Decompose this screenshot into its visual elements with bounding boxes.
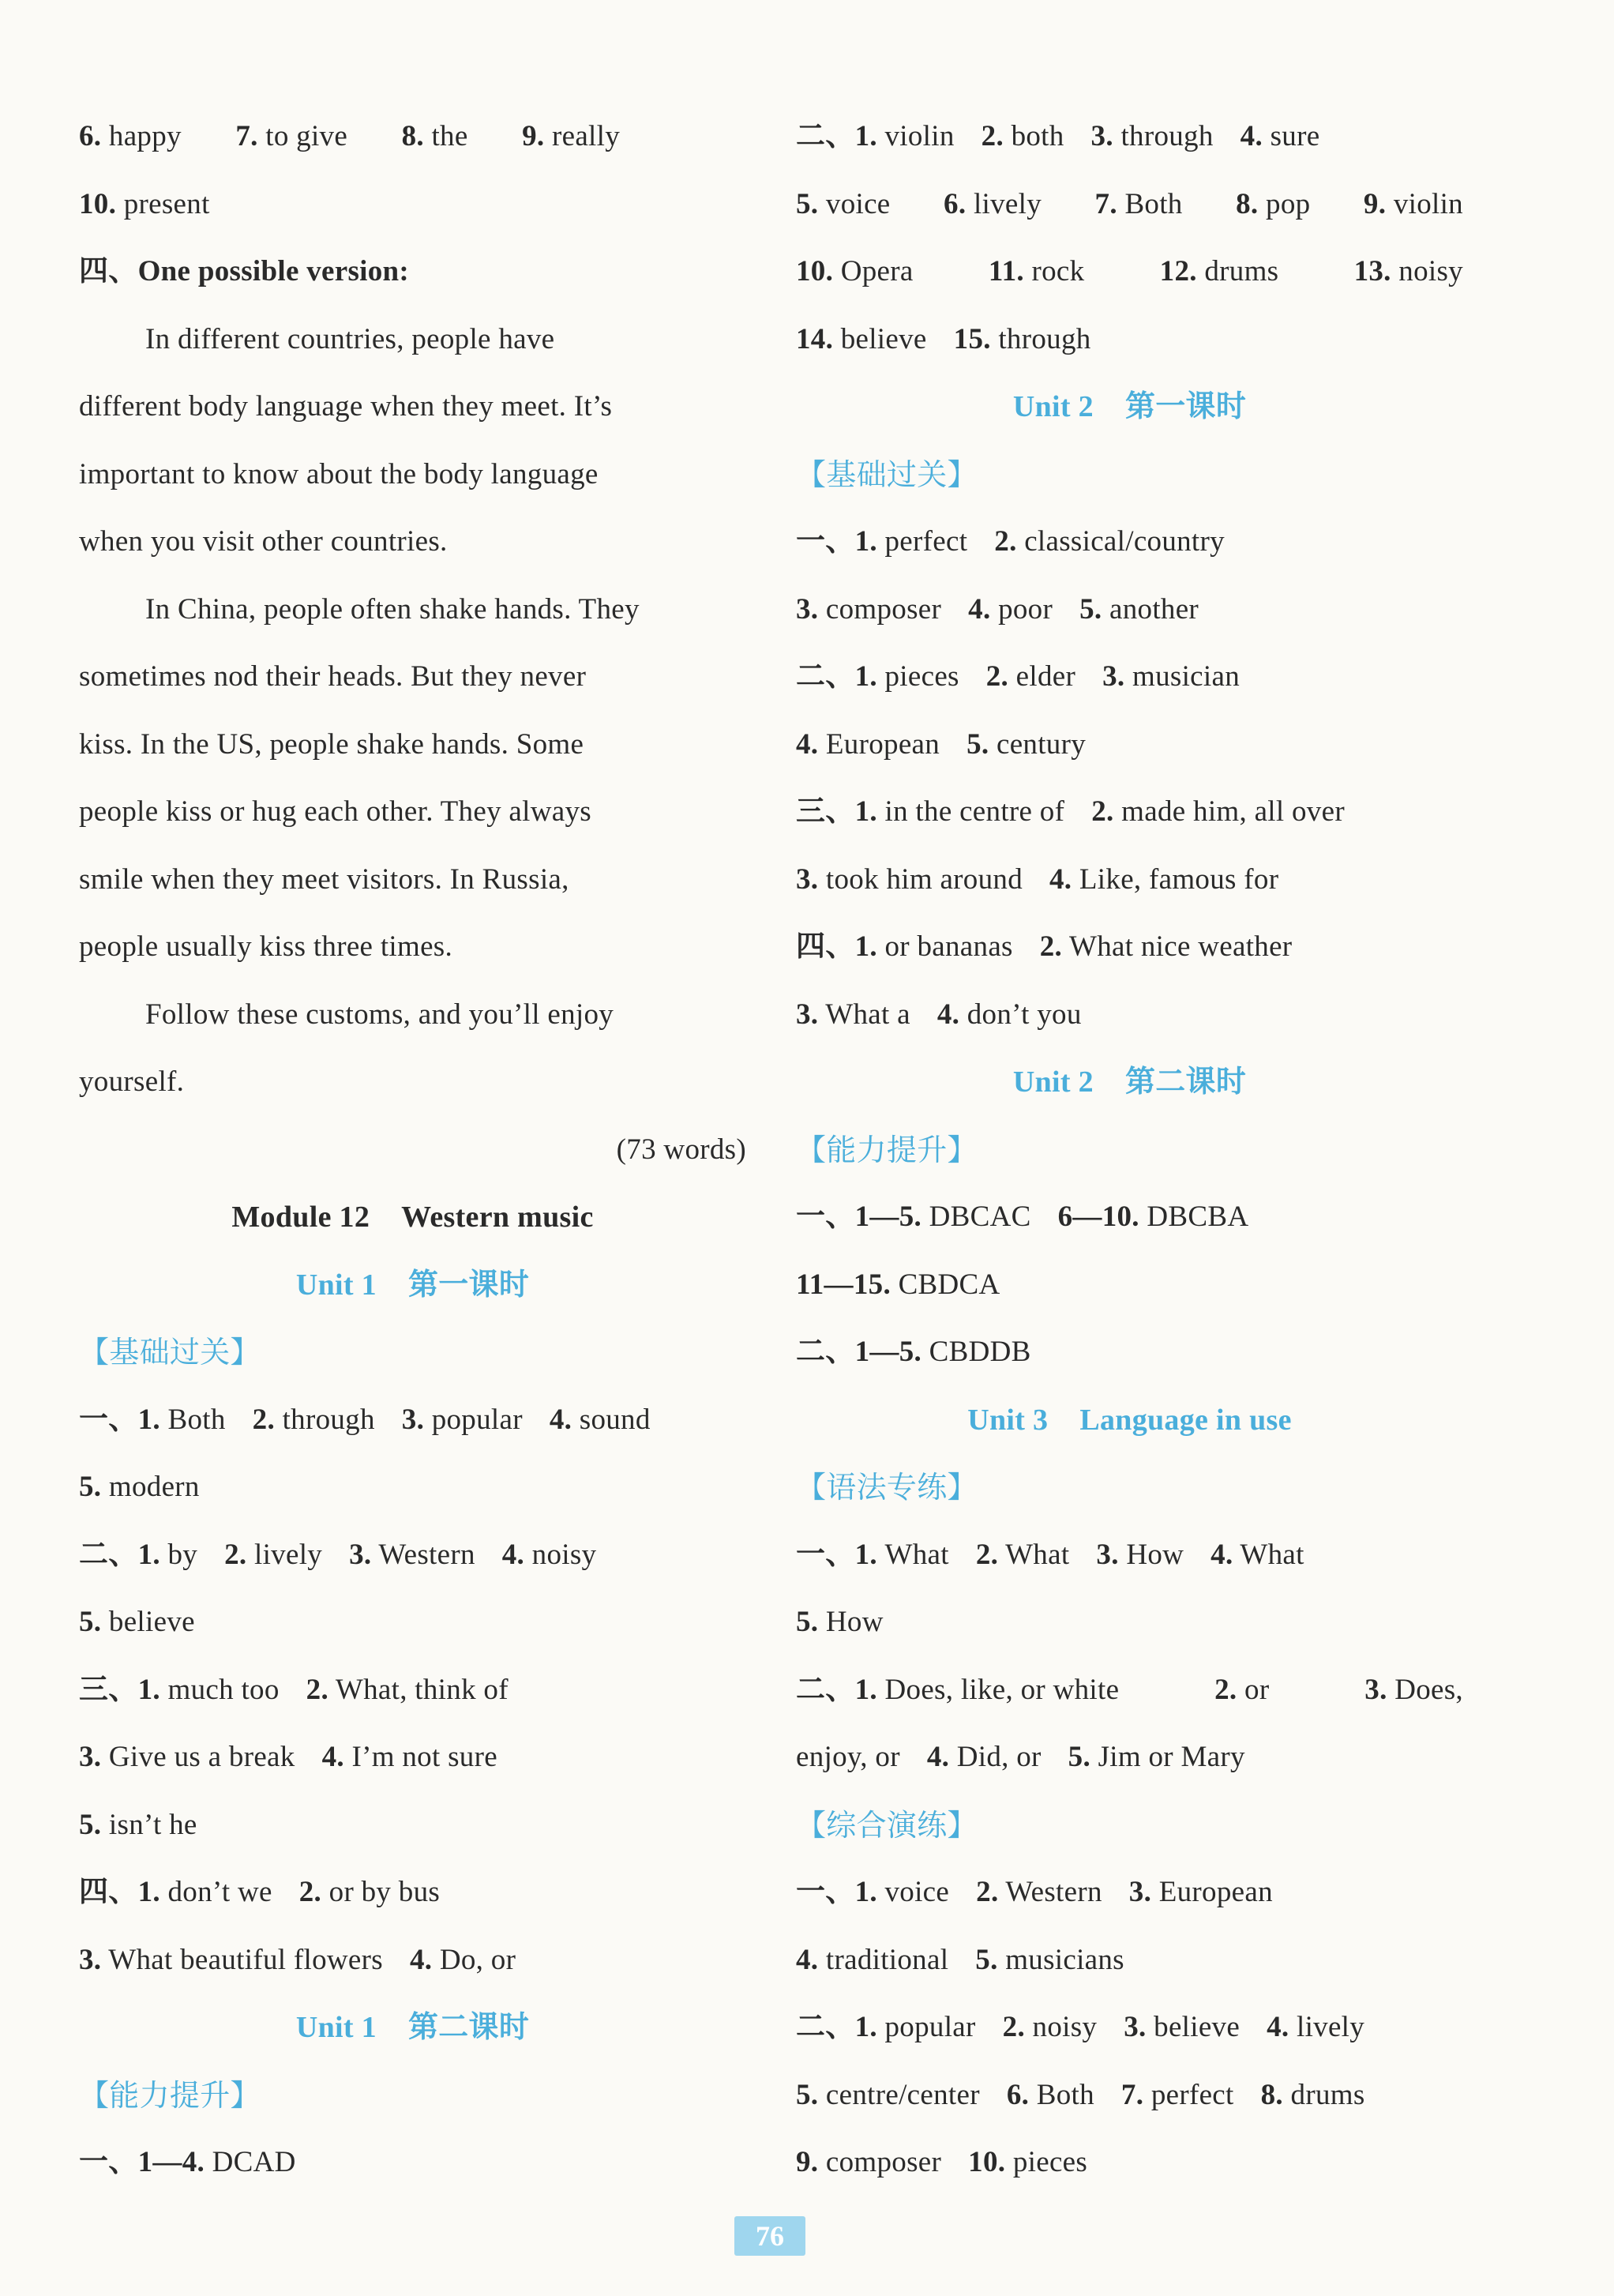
answer-line: 5. believe: [79, 1606, 195, 1638]
answer-line: 一、1. What 2. What 3. How 4. What: [796, 1538, 1304, 1571]
answer-item: 9. really: [522, 120, 620, 152]
answer-line: 4. European 5. century: [796, 727, 1087, 761]
answer-line: 一、1—4. DCAD: [79, 2146, 296, 2178]
answer-line: 11—15. CBDCA: [796, 1268, 1000, 1301]
answer-line: 四、1. don’t we 2. or by bus: [79, 1876, 441, 1908]
right-column: [796, 112, 1463, 2206]
essay-line: In China, people often shake hands. They: [145, 592, 640, 626]
unit-heading: Unit 3 Language in use: [967, 1403, 1292, 1437]
answer-line: 一、1. Both 2. through 3. popular 4. sound: [79, 1403, 651, 1436]
answer-line: 3. composer 4. poor 5. another: [796, 592, 1199, 626]
essay-line: sometimes nod their heads. But they never: [79, 660, 587, 693]
answer-line: 四、1. or bananas 2. What nice weather: [796, 930, 1293, 963]
answer-line: 4. traditional 5. musicians: [796, 1943, 1124, 1976]
answer-line: 3. took him around 4. Like, famous for: [796, 862, 1279, 896]
answer-line: 14. believe 15. through: [796, 322, 1091, 355]
answer-line: 5. How: [796, 1606, 884, 1638]
word-count: (73 words): [616, 1133, 746, 1166]
section-tag: 【能力提升】: [796, 1132, 978, 1167]
answer-line: 3. What a 4. don’t you: [796, 998, 1082, 1031]
page-number: 76: [734, 2216, 805, 2256]
answer-line: 5. modern: [79, 1471, 200, 1503]
section-tag: 【基础过关】: [79, 1335, 261, 1370]
essay-line: different body language when they meet. It’s: [79, 390, 613, 423]
unit-heading: Unit 2 第一课时: [1012, 390, 1247, 423]
answer-line: 二、1. by 2. lively 3. Western 4. noisy: [79, 1538, 597, 1571]
section-tag: 【能力提升】: [79, 2077, 261, 2113]
essay-line: important to know about the body language: [79, 457, 599, 490]
essay-line: In different countries, people have: [145, 322, 555, 355]
unit-heading: Unit 2 第二课时: [1012, 1065, 1247, 1099]
answer-item: 7. to give: [235, 120, 348, 152]
section-tag: 【语法专练】: [796, 1470, 978, 1505]
essay-line: people usually kiss three times.: [79, 930, 453, 963]
answer-line: 3. Give us a break 4. I’m not sure: [79, 1741, 497, 1773]
left-column: [79, 112, 746, 2206]
answer-line: 10. present: [79, 187, 210, 220]
unit-heading: Unit 1 第一课时: [295, 1268, 530, 1302]
essay-line: people kiss or hug each other. They always: [79, 795, 591, 828]
answer-line: 5. isn’t he: [79, 1808, 197, 1841]
answer-item: 8. the: [401, 120, 468, 152]
answer-line: 一、1. perfect 2. classical/country: [796, 525, 1225, 558]
answer-item: 6. happy: [79, 120, 182, 152]
essay-line: when you visit other countries.: [79, 525, 448, 558]
answer-line: enjoy, or 4. Did, or 5. Jim or Mary: [796, 1741, 1245, 1773]
answer-line: [79, 112, 746, 180]
answer-line: 一、1—5. DBCAC 6—10. DBCBA: [796, 1201, 1249, 1233]
essay-line: kiss. In the US, people shake hands. Some: [79, 727, 584, 761]
answer-line: 3. What beautiful flowers 4. Do, or: [79, 1943, 516, 1976]
answer-line: 二、1. Does, like, or white 2. or 3. Does,: [796, 1673, 1463, 1706]
answer-line: 5. voice 6. lively 7. Both 8. pop 9. violin: [796, 187, 1463, 220]
module-heading: Module 12 Western music: [231, 1201, 594, 1234]
answer-line: 二、1—5. CBDDB: [796, 1336, 1031, 1368]
answer-line: 三、1. in the centre of 2. made him, all over: [796, 795, 1345, 828]
section-tag: 【基础过关】: [796, 457, 978, 492]
essay-line: yourself.: [79, 1065, 185, 1098]
answer-line: 9. composer 10. pieces: [796, 2146, 1088, 2178]
answer-line: 二、1. popular 2. noisy 3. believe 4. lively: [796, 2011, 1365, 2043]
answer-line: 三、1. much too 2. What, think of: [79, 1673, 509, 1706]
unit-heading: Unit 1 第二课时: [295, 2011, 530, 2044]
essay-line: smile when they meet visitors. In Russia,: [79, 862, 569, 896]
section-heading: 四、One possible version:: [79, 255, 410, 287]
answer-line: 5. centre/center 6. Both 7. perfect 8. drums: [796, 2078, 1365, 2111]
answer-line: 二、1. violin 2. both 3. through 4. sure: [796, 120, 1320, 152]
essay-line: Follow these customs, and you’ll enjoy: [145, 998, 614, 1031]
answer-line: 二、1. pieces 2. elder 3. musician: [796, 660, 1241, 693]
section-tag: 【综合演练】: [796, 1807, 978, 1843]
answer-line: 10. Opera 11. rock 12. drums 13. noisy: [796, 255, 1463, 287]
answer-line: 一、1. voice 2. Western 3. European: [796, 1876, 1273, 1908]
